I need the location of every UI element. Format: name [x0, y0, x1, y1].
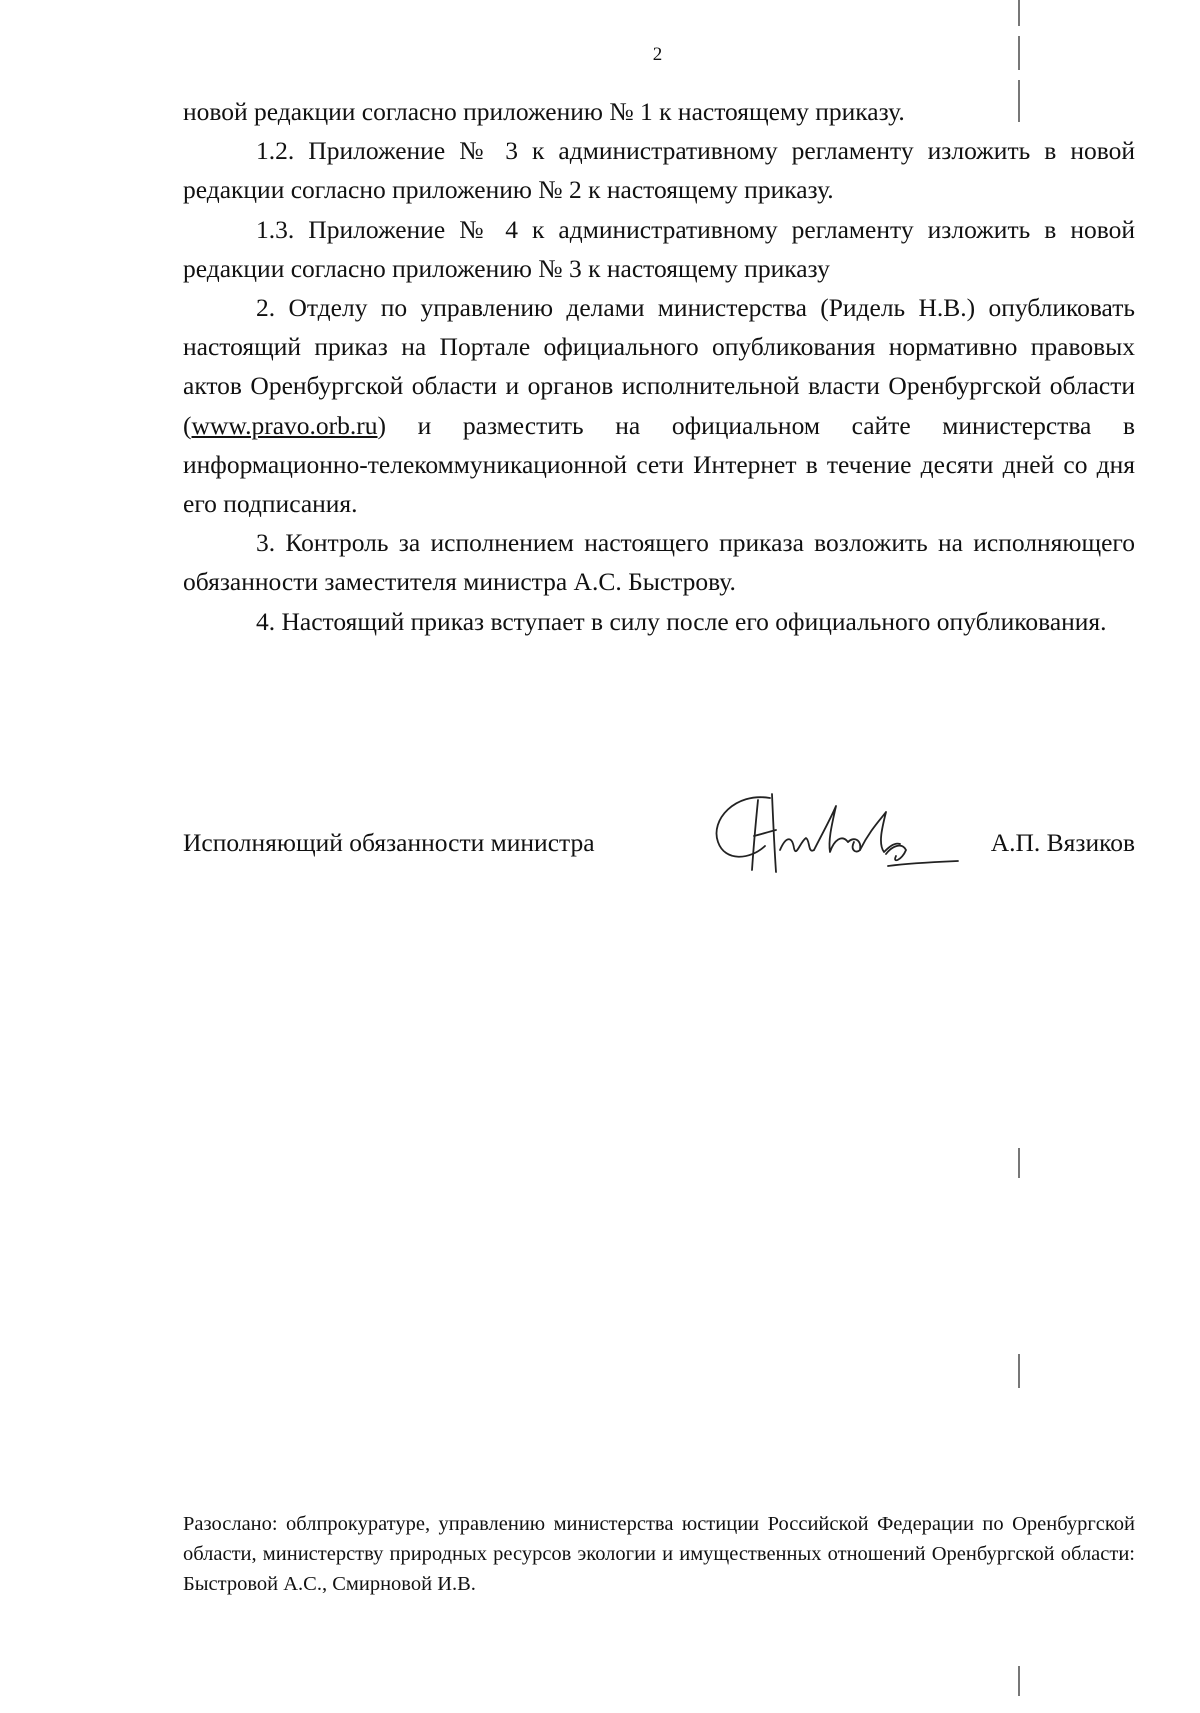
paragraph-2-text-end: ) и разместить на официальном сайте министерства в информационно-телекоммуникационной сети Интернет в течение десяти дней со дня его подписания. — [183, 410, 1135, 519]
scan-margin-line — [1018, 1148, 1020, 1178]
pravo-portal-link[interactable]: www.pravo.orb.ru — [191, 410, 378, 440]
paragraph-2-text-start: 2. Отделу по управлению делами министерства (Ридель Н.В.) опубликовать настоящий приказ на Портале официального опубликования нормативно правовых актов Оренбургской области и органов исполнительной власти Оренбургской области ( — [183, 293, 1135, 440]
scan-margin-line — [1018, 1354, 1020, 1388]
paragraph-3: 3. Контроль за исполнением настоящего приказа возложить на исполняющего обязанности заместителя министра А.С. Быстрову. — [183, 528, 1135, 597]
scan-margin-line — [1018, 80, 1020, 122]
distribution-list: Разослано: облпрокуратуре, управлению министерства юстиции Российской Федерации по Оренбургской области, министерству природных ресурсов экологии и имущественных отношений Оренбургской области: Быстровой А.С., Смирновой И.В. — [183, 1513, 1135, 1595]
signature-block — [183, 820, 1135, 880]
paragraph-1-3: 1.3. Приложение № 4 к административному регламенту изложить в новой редакции согласно приложению № 3 к настоящему приказу — [183, 214, 1135, 283]
page-number: 2 — [652, 44, 663, 65]
paragraph-1-2: 1.2. Приложение № 3 к административному регламенту изложить в новой редакции согласно приложению № 2 к настоящему приказу. — [183, 136, 1135, 205]
signatory-title: Исполняющий обязанности министра — [183, 828, 595, 857]
paragraph-4: 4. Настоящий приказ вступает в силу после его официального опубликования. — [256, 606, 1107, 636]
paragraph-1-1-continuation: новой редакции согласно приложению № 1 к настоящему приказу. — [183, 97, 905, 126]
paragraph-2 — [183, 288, 1135, 523]
scan-margin-line — [1018, 1666, 1020, 1696]
handwritten-signature — [710, 780, 960, 880]
signatory-name: А.П. Вязиков — [990, 828, 1135, 857]
scan-margin-line — [1018, 0, 1020, 26]
order-body — [183, 92, 1135, 641]
scan-margin-line — [1018, 36, 1020, 70]
